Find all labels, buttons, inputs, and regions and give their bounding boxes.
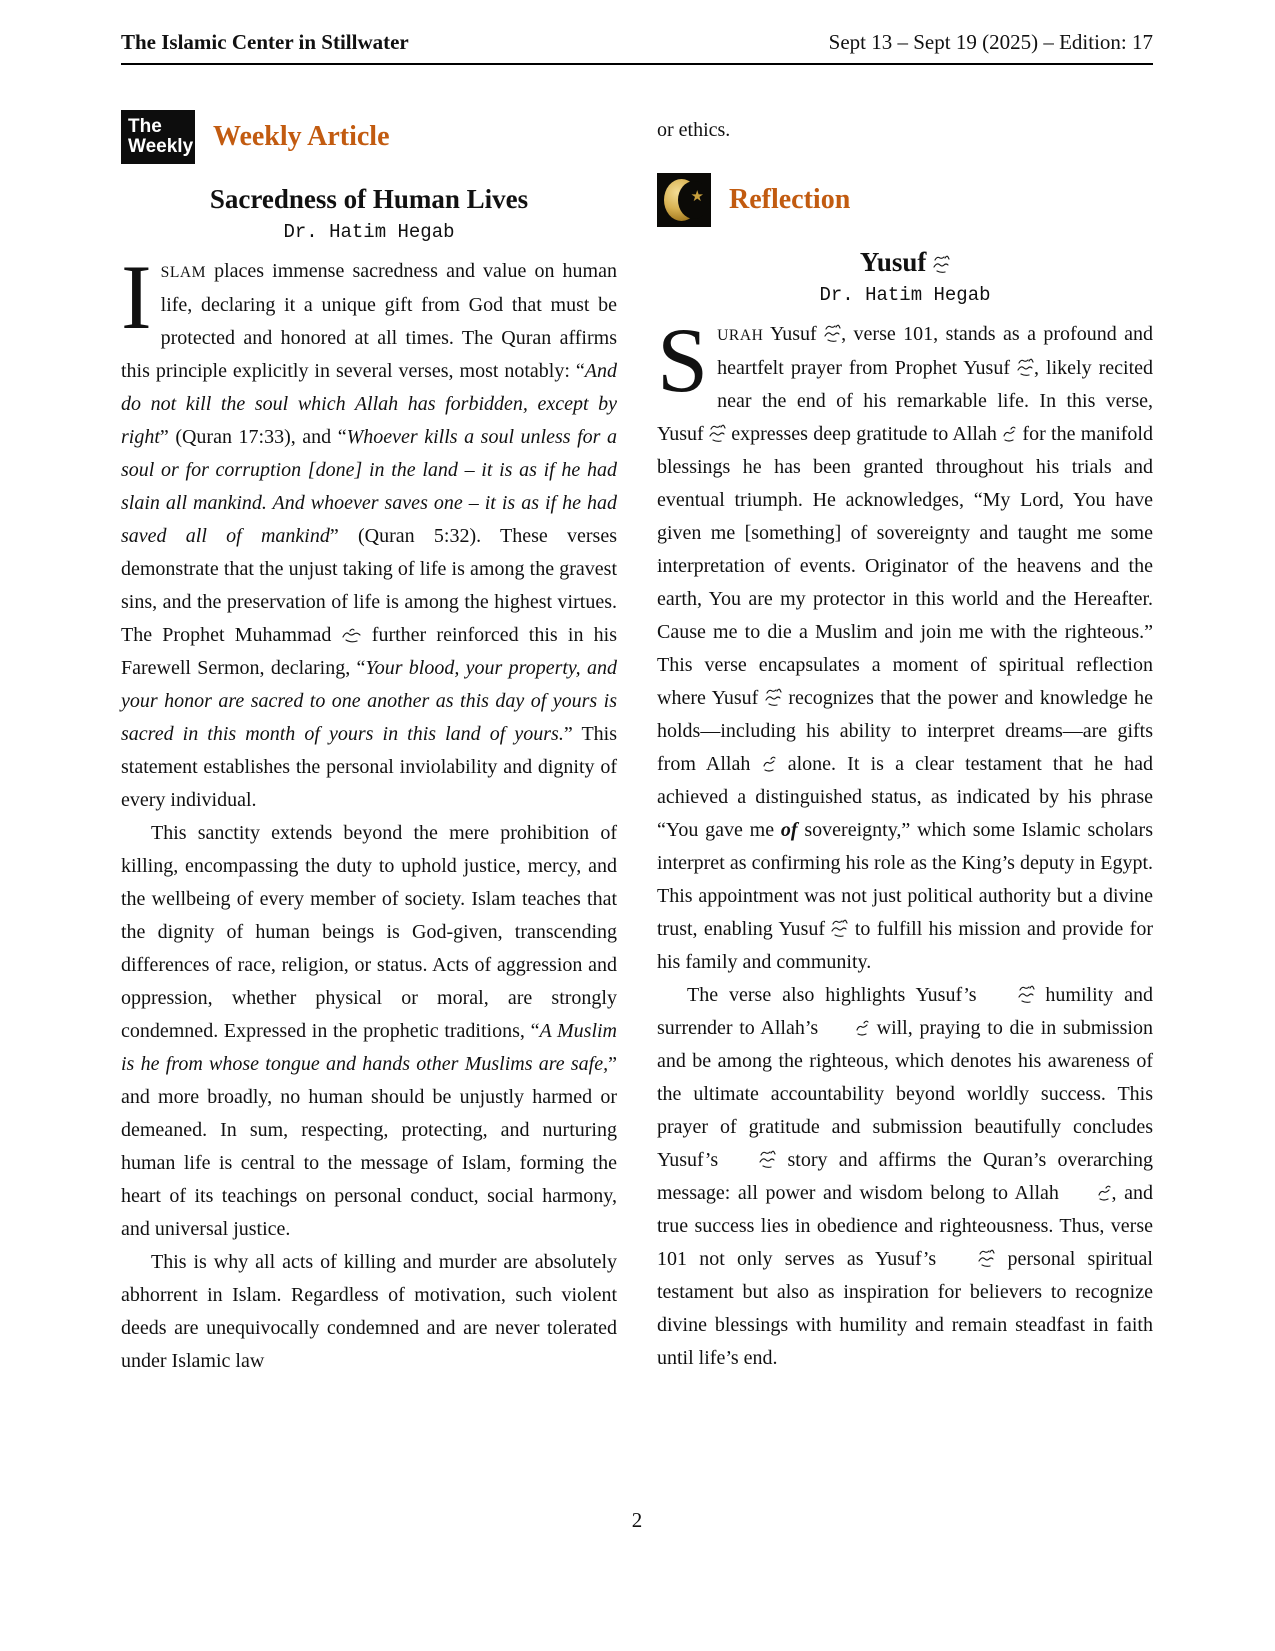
page-header <box>121 30 1153 65</box>
date-edition: Sept 13 – Sept 19 (2025) – Edition: 17 <box>828 30 1153 54</box>
article-paragraph-2: This sanctity extends beyond the mere prohibition of killing, encompassing the duty to uphold justice, mercy, and the wellbeing of every member of society. Islam teaches that the dignity of human beings is God-given, transcending differences of race, religion, or status. Acts of aggression and oppression, whether physical or moral, are strongly condemned. Expressed in the prophetic traditions, “A Muslim is he from whose tongue and hands other Muslims are safe,” and more broadly, no human should be unjustly harmed or demeaned. In sum, respecting, protecting, and nurturing human life is central to the message of Islam, forming the heart of its teachings on personal conduct, social harmony, and universal justice. <box>121 822 617 1240</box>
alayhis-salam-symbol <box>933 254 950 274</box>
the-weekly-logo-line2: Weekly <box>128 136 194 157</box>
paragraph-text: Yusuf , verse 101, stands as a profound and heartfelt prayer from Prophet Yusuf , likely recited near the end of his remarkable life. In this verse, Yusuf expresses deep gratitude to Allah for the manifold blessings he has been granted throughout his trials and eventual triumph. He acknowledges, “My Lord, You have given me [something] of sovereignty and taught me some interpretation of events. Originator of the heavens and the earth, You are my protector in this world and the Hereafter. Cause me to die a Muslim and join me with the righteous.” This verse encapsulates a moment of spiritual reflection where Yusuf recognizes that the power and knowledge he holds—including his ability to interpret dreams—are gifts from Allah alone. It is a clear testament that he had achieved a distinguished status, as indicated by his phrase “You gave me of sovereignty,” which some Islamic scholars interpret as confirming his role as the King’s deputy in Egypt. This appointment was not just political authority but a divine trust, enabling Yusuf to fulfill his mission and provide for his family and community. <box>657 323 1154 973</box>
alayhis-salam-symbol <box>831 918 848 938</box>
jalla-jalaluhu-symbol <box>1002 425 1017 443</box>
sallallahu-alayhi-wa-sallam-symbol <box>342 627 362 644</box>
reflection-section-head <box>657 173 1153 227</box>
reflection-title: Yusuf <box>657 247 1153 278</box>
reflection-author: Dr. Hatim Hegab <box>819 284 991 306</box>
article-author: Dr. Hatim Hegab <box>283 221 455 243</box>
dropcap-letter: S <box>657 309 709 411</box>
the-weekly-logo <box>121 110 195 164</box>
jalla-jalaluhu-symbol <box>825 1019 870 1037</box>
dropcap-letter: I <box>121 246 152 348</box>
article-paragraph-3-continued: or ethics. <box>657 119 731 141</box>
star-glyph: ★ <box>690 187 704 205</box>
jalla-jalaluhu-symbol <box>1067 1184 1112 1202</box>
dropcap-smallcaps: URAH <box>717 327 764 344</box>
crescent-and-star-icon <box>657 173 711 227</box>
article-paragraph-1 <box>121 246 618 817</box>
article-title: Sacredness of Human Lives <box>209 184 529 214</box>
left-column <box>121 100 617 1378</box>
reflection-paragraph-1 <box>657 309 1154 979</box>
alayhis-salam-symbol <box>729 1149 776 1169</box>
paragraph-text: places immense sacredness and value on human life, declaring it a unique gift from God that must be protected and honored at all times. The Quran affirms this principle explicitly in several verses, most notably: “And do not kill the soul which Allah has forbidden, except by right” (Quran 17:33), and “Whoever kills a soul unless for a soul or for corruption [done] in the land – it is as if he had slain all mankind. And whoever saves one – it is as if he had saved all of mankind” (Quran 5:32). These verses demonstrate that the unjust taking of life is among the gravest sins, and the preservation of life is among the highest virtues. The Prophet Muhammad further reinforced this in his Farewell Sermon, declaring, “Your blood, your property, and your honor are sacred to one another as this day of yours is sacred in this month of yours in this land of yours.” This statement establishes the personal inviolability and dignity of every individual. <box>121 260 618 811</box>
alayhis-salam-symbol <box>709 423 726 443</box>
reflection-label: Reflection <box>729 184 851 215</box>
weekly-article-section-head <box>121 110 617 164</box>
alayhis-salam-symbol <box>765 687 782 707</box>
jalla-jalaluhu-symbol <box>762 755 777 773</box>
dropcap-smallcaps: SLAM <box>160 264 206 281</box>
page-number: 2 <box>631 1508 643 1532</box>
right-column <box>657 100 1153 1378</box>
alayhis-salam-symbol <box>1017 357 1034 377</box>
article-paragraph-3: This is why all acts of killing and murder are absolutely abhorrent in Islam. Regardless of motivation, such violent deeds are unequivocally condemned and are never tolerated under Islamic law <box>121 1251 617 1372</box>
alayhis-salam-symbol <box>824 323 841 343</box>
alayhis-salam-symbol <box>948 1248 995 1268</box>
reflection-paragraph-2: The verse also highlights Yusuf’s humility and surrender to Allah’s will, praying to die in submission and be among the righteous, which denotes his awareness of the ultimate accountability beyond worldly success. This prayer of gratitude and submission beautifully concludes Yusuf’s story and affirms the Quran’s overarching message: all power and wisdom belong to Allah , and true success lies in obedience and righteousness. Thus, verse 101 not only serves as Yusuf’s personal spiritual testament but also as inspiration for believers to recognize divine blessings with humility and remain steadfast in faith until life’s end. <box>657 984 1153 1369</box>
newsletter-title: The Islamic Center in Stillwater <box>121 30 409 54</box>
alayhis-salam-symbol <box>988 984 1035 1004</box>
two-column-content <box>121 100 1153 1378</box>
the-weekly-logo-line1: The <box>128 116 162 137</box>
weekly-article-label: Weekly Article <box>213 121 390 152</box>
